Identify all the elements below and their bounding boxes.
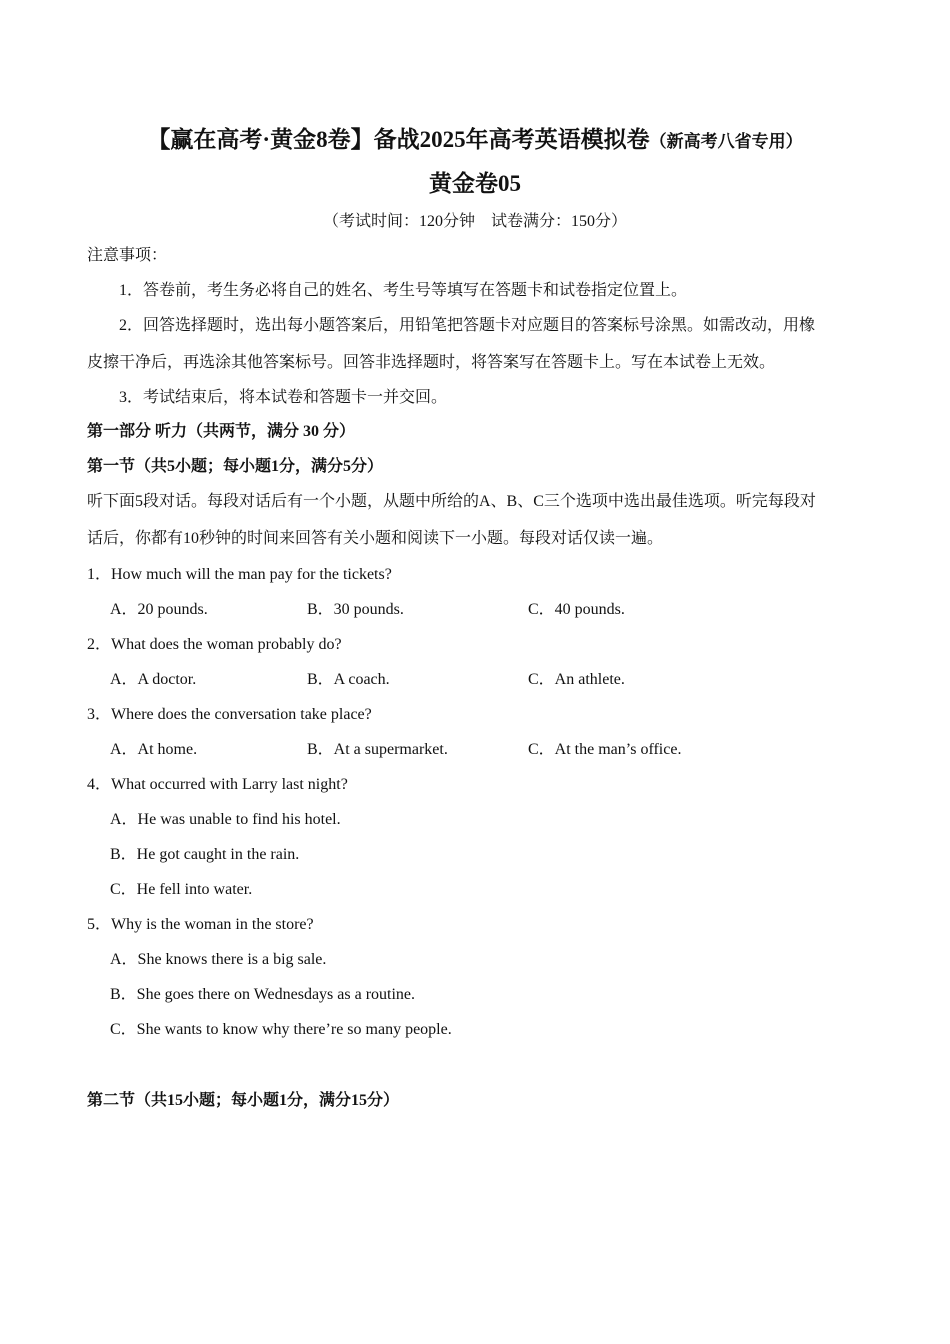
option-a: A．20 pounds. (110, 601, 208, 618)
question-stem: 5．Why is the woman in the store? (87, 916, 314, 933)
exam-info: （考试时间：120分钟 试卷满分：150分） (322, 213, 627, 230)
option-a: A．At home. (110, 741, 198, 758)
option-c: C．An athlete. (528, 671, 625, 688)
option-c: C．40 pounds. (528, 601, 625, 618)
option-b: B．30 pounds. (307, 601, 404, 618)
option-c: C．He fell into water. (110, 881, 253, 898)
exam-title-main: 【赢在高考·黄金8卷】备战2025年高考英语模拟卷 (147, 127, 650, 152)
option-b: B．He got caught in the rain. (110, 846, 300, 863)
exam-title-sub: （新高考八省专用） (649, 132, 803, 151)
note-item-2-line-2: 皮擦干净后，再选涂其他答案标号。回答非选择题时，将答案写在答题卡上。写在本试卷上无效。 (87, 354, 776, 371)
question-stem: 1．How much will the man pay for the tickets? (87, 566, 392, 583)
option-a: A．She knows there is a big sale. (110, 951, 327, 968)
note-item-2-line-1: 2．回答选择题时，选出每小题答案后，用铅笔把答题卡对应题目的答案标号涂黑。如需改动，用橡 (119, 317, 816, 334)
question-stem: 3．Where does the conversation take place? (87, 706, 372, 723)
option-a: A．He was unable to find his hotel. (110, 811, 341, 828)
option-b: B．She goes there on Wednesdays as a routine. (110, 986, 416, 1003)
section1-heading: 第一节（共5小题；每小题1分，满分5分） (87, 458, 384, 475)
option-b: B．At a supermarket. (307, 741, 448, 758)
exam-title (0, 120, 950, 162)
paper-name: 黄金卷05 (429, 171, 521, 196)
instructions-line-2: 话后，你都有10秒钟的时间来回答有关小题和阅读下一小题。每段对话仅读一遍。 (87, 530, 664, 547)
question-stem: 2．What does the woman probably do? (87, 636, 342, 653)
option-a: A．A doctor. (110, 671, 197, 688)
option-c: C．She wants to know why there’re so many people. (110, 1021, 452, 1038)
option-c: C．At the man’s office. (528, 741, 682, 758)
instructions-line-1: 听下面5段对话。每段对话后有一个小题，从题中所给的A、B、C三个选项中选出最佳选项。听完每段对 (87, 493, 816, 510)
note-item-3: 3．考试结束后，将本试卷和答题卡一并交回。 (119, 389, 448, 406)
question-stem: 4．What occurred with Larry last night? (87, 776, 348, 793)
option-b: B．A coach. (307, 671, 390, 688)
notes-heading: 注意事项： (87, 247, 168, 264)
part1-heading: 第一部分 听力（共两节，满分 30 分） (87, 423, 356, 440)
note-item-1: 1．答卷前，考生务必将自己的姓名、考生号等填写在答题卡和试卷指定位置上。 (119, 282, 688, 299)
section2-heading: 第二节（共15小题；每小题1分，满分15分） (87, 1092, 400, 1109)
